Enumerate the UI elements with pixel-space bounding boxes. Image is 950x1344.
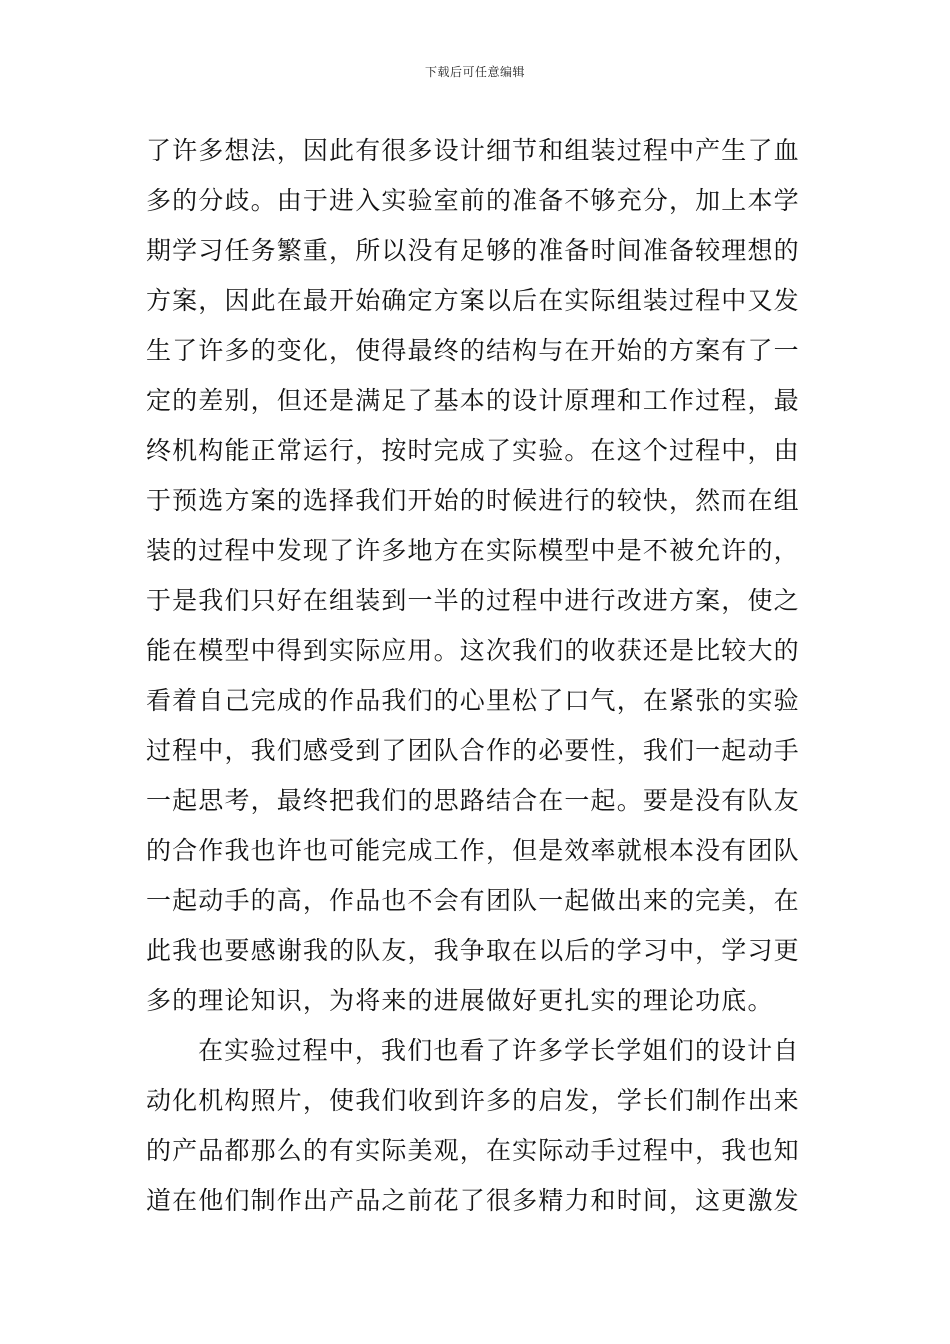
text-line: 过程中，我们感受到了团队合作的必要性，我们一起动手 [146,736,800,765]
text-line: 于是我们只好在组装到一半的过程中进行改进方案，使之 [146,586,800,615]
text-line: 生了许多的变化，使得最终的结构与在开始的方案有了一 [146,336,800,365]
text-line: 在实验过程中，我们也看了许多学长学姐们的设计自 [198,1036,800,1065]
text-line: 的产品都那么的有实际美观，在实际动手过程中，我也知 [146,1136,800,1165]
text-line: 定的差别，但还是满足了基本的设计原理和工作过程，最 [146,386,800,415]
body-text [146,126,810,1226]
text-line: 期学习任务繁重，所以没有足够的准备时间准备较理想的 [146,236,800,265]
text-line: 于预选方案的选择我们开始的时候进行的较快，然而在组 [146,486,800,515]
text-line: 一起动手的高，作品也不会有团队一起做出来的完美，在 [146,886,800,915]
text-line: 装的过程中发现了许多地方在实际模型中是不被允许的， [146,536,800,565]
text-line: 一起思考，最终把我们的思路结合在一起。要是没有队友 [146,786,800,815]
text-line: 道在他们制作出产品之前花了很多精力和时间，这更激发 [146,1186,800,1215]
text-line: 此我也要感谢我的队友，我争取在以后的学习中，学习更 [146,936,800,965]
text-line: 多的分歧。由于进入实验室前的准备不够充分，加上本学 [146,186,800,215]
text-line: 多的理论知识，为将来的进展做好更扎实的理论功底。 [146,986,774,1015]
text-line: 能在模型中得到实际应用。这次我们的收获还是比较大的 [146,636,800,665]
text-line: 了许多想法，因此有很多设计细节和组装过程中产生了血 [146,136,800,165]
text-line: 动化机构照片，使我们收到许多的启发，学长们制作出来 [146,1086,800,1115]
text-line: 的合作我也许也可能完成工作，但是效率就根本没有团队 [146,836,800,865]
text-line: 方案，因此在最开始确定方案以后在实际组装过程中又发 [146,286,800,315]
text-line: 看着自己完成的作品我们的心里松了口气，在紧张的实验 [146,686,800,715]
page-header: 下载后可任意编辑 [424,65,525,79]
text-line: 终机构能正常运行，按时完成了实验。在这个过程中，由 [146,436,800,465]
